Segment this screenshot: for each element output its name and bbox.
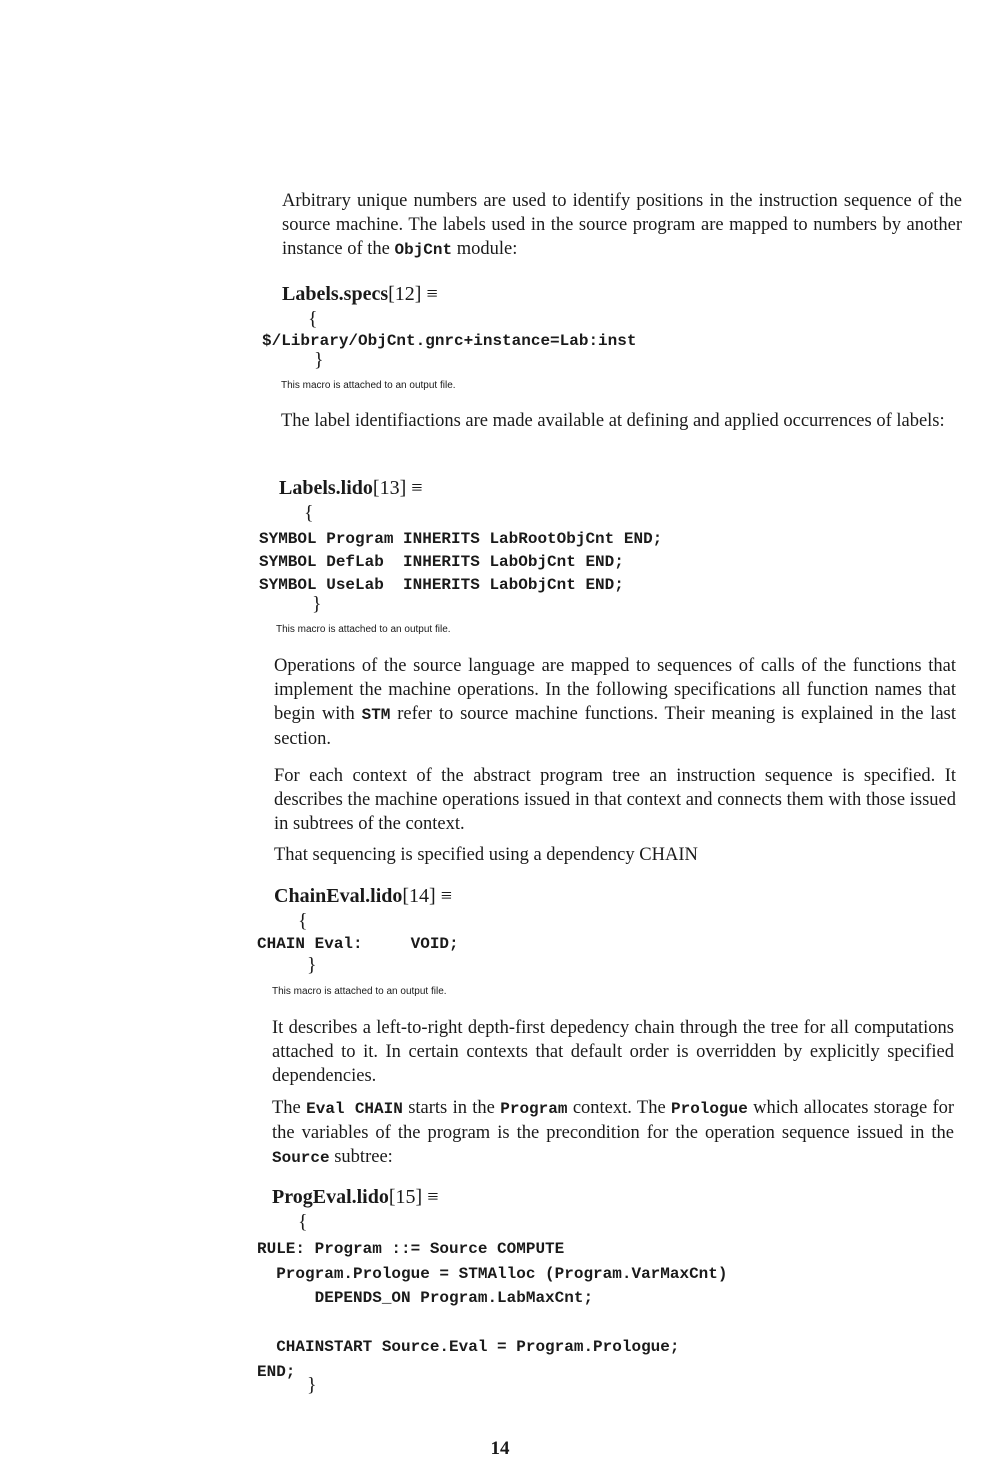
- close-brace: }: [307, 954, 317, 976]
- inline-code: Program: [500, 1100, 568, 1118]
- close-brace: }: [312, 593, 322, 615]
- equiv-symbol: ≡: [440, 885, 452, 907]
- equiv-symbol: ≡: [411, 477, 423, 499]
- context-paragraph: For each context of the abstract program tree an instruction sequence is specified. It describes the machine operations issued in that context and connects them with those issued in subtrees of the context.: [274, 766, 956, 834]
- code-block-labels-specs: $/Library/ObjCnt.gnrc+instance=Lab:inst: [262, 332, 637, 350]
- code-block-chaineval: CHAIN Eval: VOID;: [257, 935, 459, 953]
- intro-paragraph: Arbitrary unique numbers are used to identify positions in the instruction sequence of the source machine. The labels used in the source program are mapped to numbers by another instance of the ObjCnt module:: [282, 191, 962, 259]
- open-brace: {: [308, 308, 318, 330]
- open-brace: {: [298, 1211, 308, 1233]
- macro-note: This macro is attached to an output file.: [281, 380, 456, 391]
- code-block-labels-lido: SYMBOL Program INHERITS LabRootObjCnt END; SYMBOL DefLab INHERITS LabObjCnt END; SYMBOL UseLab INHERITS LabObjCnt END;: [259, 530, 663, 594]
- operations-paragraph: Operations of the source language are mapped to sequences of calls of the functions that implement the machine operations. In the following specifications all function names that begin with STM refer to source machine functions. Their meaning is explained in the last section.: [274, 656, 956, 749]
- code-block-progeval: RULE: Program ::= Source COMPUTE Program.Prologue = STMAlloc (Program.VarMaxCnt) DEPENDS_ON Program.LabMaxCnt; CHAINSTART Source.Eval = Program.Prologue; END;: [257, 1240, 728, 1381]
- inline-code: Eval CHAIN: [306, 1100, 403, 1118]
- inline-code: ObjCnt: [394, 241, 453, 259]
- inline-code: Source: [272, 1149, 330, 1167]
- inline-code: STM: [361, 706, 391, 724]
- label-paragraph: The label identifiactions are made available at defining and applied occurrences of labels:: [281, 411, 945, 431]
- macro-heading-labels-specs: Labels.specs[12] ≡: [282, 283, 438, 305]
- chain-paragraph: That sequencing is specified using a dependency CHAIN: [274, 845, 698, 865]
- page-number: 14: [490, 1438, 510, 1459]
- open-brace: {: [298, 910, 308, 932]
- inline-code: Prologue: [671, 1100, 748, 1118]
- macro-note: This macro is attached to an output file.: [276, 624, 451, 635]
- open-brace: {: [304, 502, 314, 524]
- eval-chain-paragraph: The Eval CHAIN starts in the Program context. The Prologue which allocates storage for the variables of the program is the precondition for the operation sequence issued in the Source subtree:: [272, 1098, 955, 1167]
- macro-note: This macro is attached to an output file.: [272, 986, 447, 997]
- close-brace: }: [307, 1374, 317, 1396]
- equiv-symbol: ≡: [427, 1186, 439, 1208]
- macro-heading-labels-lido: Labels.lido[13] ≡: [279, 477, 423, 499]
- close-brace: }: [314, 349, 324, 371]
- equiv-symbol: ≡: [426, 283, 438, 305]
- depth-first-paragraph: It describes a left-to-right depth-first depedency chain through the tree for all computations attached to it. In certain contexts that default order is overridden by explicitly specified dependencies.: [272, 1018, 954, 1086]
- macro-heading-chaineval: ChainEval.lido[14] ≡: [274, 885, 452, 907]
- macro-heading-progeval: ProgEval.lido[15] ≡: [272, 1186, 439, 1208]
